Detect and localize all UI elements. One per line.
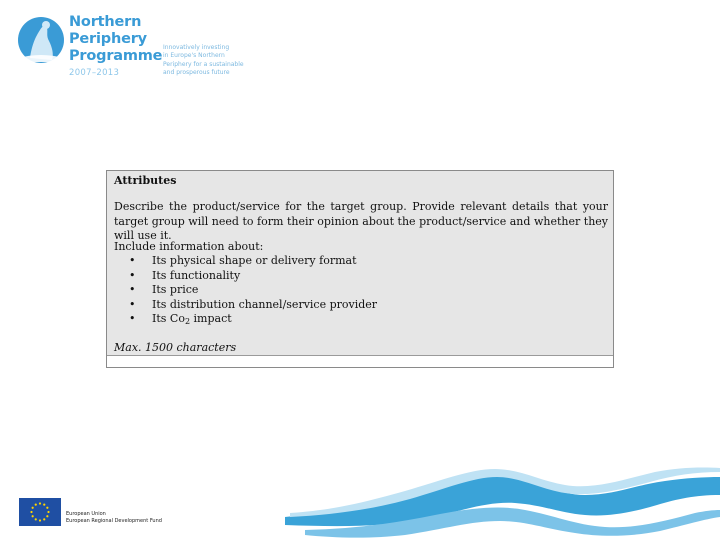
- programme-name: [69, 14, 162, 65]
- co2-prefix: Its Co: [152, 312, 185, 326]
- tagline-line-3: Periphery for a sustainable: [163, 60, 244, 68]
- eu-star-icon: [35, 518, 37, 520]
- eu-star-icon: [32, 507, 34, 509]
- logo-line-1: Northern: [69, 14, 142, 30]
- eu-star-icon: [30, 511, 32, 513]
- list-item: • Its distribution channel/service provider: [129, 298, 377, 313]
- programme-tagline: [163, 44, 244, 78]
- logo-line-2: Periphery: [69, 31, 147, 47]
- eu-star-icon: [32, 515, 34, 517]
- list-item: • Its physical shape or delivery format: [129, 254, 377, 269]
- programme-logo-icon: [16, 14, 66, 70]
- eu-line-2: European Regional Development Fund: [66, 518, 162, 524]
- tagline-line-2: in Europe's Northern: [163, 52, 225, 60]
- co2-subscript: 2: [184, 317, 191, 327]
- list-item-co2: [129, 312, 377, 330]
- co2-suffix: impact: [190, 312, 232, 326]
- eu-line-1: European Union: [66, 511, 106, 517]
- include-label: Include information about:: [114, 240, 264, 253]
- attributes-description: Describe the product/service for the target group. Provide relevant details that your target group will need to form their opinion about the product/service and whether they will use it.: [114, 200, 608, 242]
- decorative-wave-graphic: [285, 455, 720, 540]
- eu-star-icon: [46, 507, 48, 509]
- tagline-line-4: and prosperous future: [163, 69, 230, 77]
- answer-field[interactable]: [107, 356, 613, 367]
- eu-star-icon: [39, 502, 41, 504]
- info-list: [129, 254, 377, 330]
- tagline-line-1: Innovatively investing: [163, 44, 230, 51]
- eu-flag-icon: [19, 498, 61, 526]
- logo-line-3: Programme: [69, 48, 163, 64]
- eu-star-icon: [43, 504, 45, 506]
- eu-star-icon: [39, 519, 41, 521]
- eu-star-icon: [46, 515, 48, 517]
- eu-star-icon: [43, 518, 45, 520]
- eu-star-icon: [47, 511, 49, 513]
- list-item: • Its functionality: [129, 269, 377, 284]
- attributes-form-box: [106, 170, 614, 368]
- programme-years: 2007–2013: [69, 68, 120, 78]
- eu-star-icon: [35, 504, 37, 506]
- eu-fund-label: [66, 511, 162, 525]
- attributes-instructions-panel: [107, 171, 613, 356]
- list-item: • Its price: [129, 283, 377, 298]
- attributes-heading: Attributes: [114, 174, 177, 187]
- max-characters-note: Max. 1500 characters: [114, 341, 237, 354]
